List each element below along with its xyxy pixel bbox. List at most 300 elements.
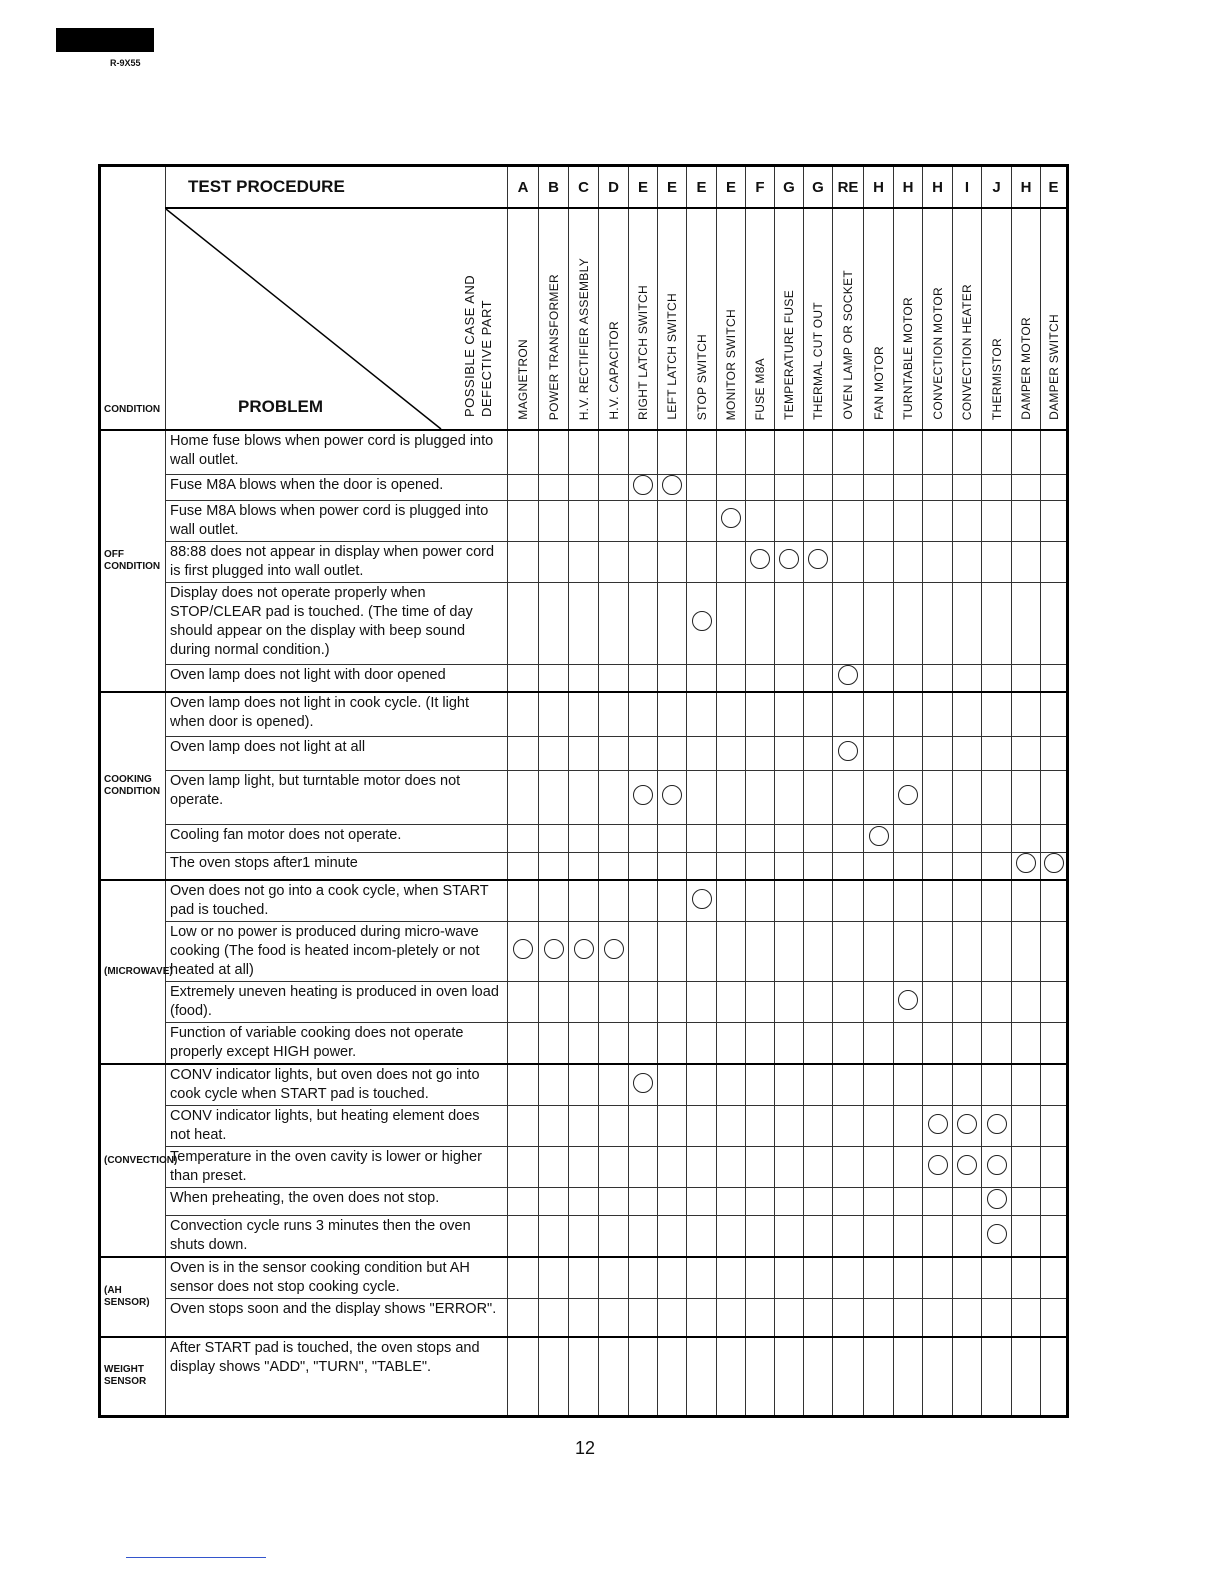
check-cell — [629, 1337, 658, 1417]
check-cell — [599, 664, 629, 692]
part-name-text: DAMPER SWITCH — [1046, 314, 1061, 420]
check-cell — [1012, 500, 1041, 541]
check-cell — [687, 982, 717, 1023]
check-cell — [629, 1147, 658, 1188]
check-cell — [953, 824, 982, 852]
check-cell — [508, 664, 539, 692]
check-cell — [804, 1299, 833, 1337]
circle-mark-icon — [987, 1114, 1007, 1134]
check-cell — [775, 1064, 804, 1106]
check-cell — [1041, 582, 1068, 664]
check-cell — [953, 474, 982, 500]
check-cell — [982, 1216, 1012, 1258]
column-letter: E — [687, 166, 717, 209]
check-cell — [833, 1147, 864, 1188]
check-cell — [775, 692, 804, 736]
check-cell — [833, 922, 864, 982]
check-cell — [1012, 1299, 1041, 1337]
check-cell — [864, 1257, 894, 1299]
check-cell — [629, 1257, 658, 1299]
check-cell — [539, 541, 569, 582]
check-cell — [569, 1257, 599, 1299]
check-cell — [658, 1023, 687, 1065]
check-cell — [569, 1299, 599, 1337]
check-cell — [1041, 1216, 1068, 1258]
check-cell — [746, 1023, 775, 1065]
circle-mark-icon — [574, 939, 594, 959]
check-cell — [1041, 1337, 1068, 1417]
column-letter: F — [746, 166, 775, 209]
check-cell — [804, 664, 833, 692]
check-cell — [599, 1216, 629, 1258]
circle-mark-icon — [928, 1155, 948, 1175]
column-part-name — [717, 208, 746, 430]
check-cell — [1012, 1188, 1041, 1216]
check-cell — [569, 541, 599, 582]
problem-row — [100, 1023, 1068, 1065]
part-name-text: THERMAL CUT OUT — [811, 302, 825, 420]
check-cell — [864, 770, 894, 824]
circle-mark-icon — [987, 1189, 1007, 1209]
column-part-name — [599, 208, 629, 430]
check-cell — [923, 1257, 953, 1299]
check-cell — [1012, 736, 1041, 770]
check-cell — [804, 770, 833, 824]
check-cell — [539, 1106, 569, 1147]
check-cell — [658, 852, 687, 880]
check-cell — [804, 852, 833, 880]
check-cell — [864, 824, 894, 852]
check-cell — [1012, 692, 1041, 736]
check-cell — [508, 1188, 539, 1216]
check-cell — [658, 1257, 687, 1299]
circle-mark-icon — [750, 549, 770, 569]
check-cell — [508, 692, 539, 736]
check-cell — [539, 1337, 569, 1417]
problem-row — [100, 770, 1068, 824]
part-name-text: STOP SWITCH — [694, 333, 709, 420]
part-name-text: H.V. RECTIFIER ASSEMBLY — [576, 257, 591, 420]
check-cell — [599, 1337, 629, 1417]
condition-group-label: (CONVECTION) — [100, 1064, 166, 1257]
check-cell — [599, 430, 629, 474]
check-cell — [953, 1023, 982, 1065]
check-cell — [775, 430, 804, 474]
check-cell — [923, 922, 953, 982]
check-cell — [953, 664, 982, 692]
check-cell — [687, 582, 717, 664]
check-cell — [717, 770, 746, 824]
check-cell — [804, 1188, 833, 1216]
problem-row — [100, 736, 1068, 770]
check-cell — [864, 664, 894, 692]
check-cell — [775, 1299, 804, 1337]
check-cell — [804, 736, 833, 770]
check-cell — [658, 1106, 687, 1147]
check-cell — [658, 736, 687, 770]
check-cell — [687, 430, 717, 474]
check-cell — [599, 1188, 629, 1216]
check-cell — [569, 852, 599, 880]
check-cell — [833, 770, 864, 824]
check-cell — [923, 880, 953, 922]
test-procedure-table — [98, 164, 1069, 1418]
check-cell — [569, 824, 599, 852]
problem-row — [100, 1188, 1068, 1216]
check-cell — [658, 664, 687, 692]
problem-row — [100, 824, 1068, 852]
check-cell — [599, 474, 629, 500]
check-cell — [508, 770, 539, 824]
check-cell — [864, 692, 894, 736]
problem-text: Oven lamp does not light with door opened — [166, 664, 508, 692]
check-cell — [717, 922, 746, 982]
check-cell — [1012, 1106, 1041, 1147]
check-cell — [658, 474, 687, 500]
check-cell — [687, 1023, 717, 1065]
check-cell — [982, 500, 1012, 541]
check-cell — [1041, 1257, 1068, 1299]
circle-mark-icon — [987, 1155, 1007, 1175]
check-cell — [717, 582, 746, 664]
check-cell — [569, 736, 599, 770]
column-part-name — [569, 208, 599, 430]
check-cell — [894, 736, 923, 770]
check-cell — [804, 500, 833, 541]
check-cell — [775, 1106, 804, 1147]
column-part-name — [953, 208, 982, 430]
check-cell — [629, 664, 658, 692]
problem-text: Low or no power is produced during micro-wave cooking (The food is heated incom-pletely or not heated at all) — [166, 922, 508, 982]
check-cell — [833, 982, 864, 1023]
check-cell — [982, 1064, 1012, 1106]
check-cell — [687, 880, 717, 922]
check-cell — [746, 1106, 775, 1147]
check-cell — [569, 430, 599, 474]
check-cell — [539, 824, 569, 852]
check-cell — [923, 582, 953, 664]
check-cell — [923, 852, 953, 880]
check-cell — [982, 824, 1012, 852]
check-cell — [953, 500, 982, 541]
check-cell — [687, 1257, 717, 1299]
check-cell — [746, 1257, 775, 1299]
check-cell — [569, 1064, 599, 1106]
problem-text: Home fuse blows when power cord is plugged into wall outlet. — [166, 430, 508, 474]
check-cell — [923, 1064, 953, 1106]
check-cell — [746, 1299, 775, 1337]
check-cell — [864, 1064, 894, 1106]
check-cell — [1041, 770, 1068, 824]
problem-text: Display does not operate properly when STOP/CLEAR pad is touched. (The time of day should appear on the display with beep sound during normal condition.) — [166, 582, 508, 664]
check-cell — [599, 1147, 629, 1188]
column-letter: D — [599, 166, 629, 209]
check-cell — [687, 736, 717, 770]
check-cell — [569, 982, 599, 1023]
check-cell — [687, 824, 717, 852]
circle-mark-icon — [957, 1155, 977, 1175]
check-cell — [953, 880, 982, 922]
column-part-name — [658, 208, 687, 430]
check-cell — [508, 474, 539, 500]
check-cell — [629, 922, 658, 982]
column-letter: J — [982, 166, 1012, 209]
check-cell — [923, 664, 953, 692]
condition-group-label: WEIGHT SENSOR — [100, 1337, 166, 1417]
check-cell — [508, 500, 539, 541]
check-cell — [539, 692, 569, 736]
check-cell — [953, 922, 982, 982]
check-cell — [894, 692, 923, 736]
check-cell — [717, 1299, 746, 1337]
check-cell — [982, 1106, 1012, 1147]
check-cell — [599, 880, 629, 922]
problem-text: Cooling fan motor does not operate. — [166, 824, 508, 852]
problem-label: PROBLEM — [238, 397, 323, 416]
condition-group-label: OFF CONDITION — [100, 430, 166, 692]
check-cell — [569, 1188, 599, 1216]
check-cell — [1012, 1147, 1041, 1188]
check-cell — [833, 500, 864, 541]
check-cell — [569, 582, 599, 664]
problem-text: 88:88 does not appear in display when power cord is first plugged into wall outlet. — [166, 541, 508, 582]
check-cell — [864, 541, 894, 582]
check-cell — [569, 1106, 599, 1147]
check-cell — [775, 982, 804, 1023]
check-cell — [923, 1337, 953, 1417]
check-cell — [894, 500, 923, 541]
check-cell — [804, 1257, 833, 1299]
check-cell — [1012, 880, 1041, 922]
check-cell — [658, 541, 687, 582]
column-part-name — [982, 208, 1012, 430]
check-cell — [1041, 1023, 1068, 1065]
problem-row — [100, 1106, 1068, 1147]
problem-text: Fuse M8A blows when power cord is plugged into wall outlet. — [166, 500, 508, 541]
check-cell — [658, 824, 687, 852]
check-cell — [687, 852, 717, 880]
check-cell — [894, 430, 923, 474]
check-cell — [982, 736, 1012, 770]
check-cell — [599, 500, 629, 541]
check-cell — [1012, 1257, 1041, 1299]
check-cell — [775, 541, 804, 582]
check-cell — [717, 982, 746, 1023]
check-cell — [953, 430, 982, 474]
check-cell — [539, 770, 569, 824]
part-name-text: MAGNETRON — [516, 339, 530, 420]
problem-row — [100, 692, 1068, 736]
possible-case-label: POSSIBLE CASE AND DEFECTIVE PART — [462, 274, 494, 417]
check-cell — [775, 1337, 804, 1417]
problem-text: Convection cycle runs 3 minutes then the oven shuts down. — [166, 1216, 508, 1258]
check-cell — [894, 1299, 923, 1337]
check-cell — [894, 582, 923, 664]
check-cell — [746, 692, 775, 736]
check-cell — [629, 982, 658, 1023]
check-cell — [982, 692, 1012, 736]
check-cell — [539, 1064, 569, 1106]
check-cell — [953, 692, 982, 736]
check-cell — [953, 1147, 982, 1188]
check-cell — [804, 1106, 833, 1147]
check-cell — [833, 1216, 864, 1258]
check-cell — [804, 880, 833, 922]
check-cell — [1041, 1147, 1068, 1188]
check-cell — [629, 474, 658, 500]
check-cell — [658, 1337, 687, 1417]
check-cell — [508, 880, 539, 922]
check-cell — [894, 1216, 923, 1258]
check-cell — [1012, 1023, 1041, 1065]
check-cell — [894, 1106, 923, 1147]
check-cell — [746, 1188, 775, 1216]
check-cell — [687, 664, 717, 692]
check-cell — [1041, 664, 1068, 692]
check-cell — [539, 500, 569, 541]
check-cell — [658, 922, 687, 982]
check-cell — [569, 1337, 599, 1417]
check-cell — [599, 692, 629, 736]
circle-mark-icon — [779, 549, 799, 569]
check-cell — [717, 1188, 746, 1216]
check-cell — [804, 1023, 833, 1065]
part-name-text: DAMPER MOTOR — [1019, 317, 1033, 420]
part-name-text: MONITOR SWITCH — [724, 308, 738, 420]
check-cell — [804, 982, 833, 1023]
part-name-text: H.V. CAPACITOR — [606, 321, 621, 420]
check-cell — [746, 474, 775, 500]
column-part-name — [508, 208, 539, 430]
check-cell — [833, 824, 864, 852]
check-cell — [833, 1106, 864, 1147]
check-cell — [1041, 982, 1068, 1023]
check-cell — [508, 1106, 539, 1147]
check-cell — [923, 824, 953, 852]
problem-row — [100, 1216, 1068, 1258]
check-cell — [717, 500, 746, 541]
check-cell — [923, 982, 953, 1023]
problem-row — [100, 582, 1068, 664]
check-cell — [894, 1257, 923, 1299]
check-cell — [746, 1337, 775, 1417]
check-cell — [1012, 430, 1041, 474]
check-cell — [687, 1064, 717, 1106]
check-cell — [982, 852, 1012, 880]
problem-row — [100, 664, 1068, 692]
check-cell — [508, 541, 539, 582]
check-cell — [804, 922, 833, 982]
check-cell — [569, 500, 599, 541]
check-cell — [629, 692, 658, 736]
circle-mark-icon — [928, 1114, 948, 1134]
check-cell — [687, 922, 717, 982]
check-cell — [923, 541, 953, 582]
check-cell — [746, 770, 775, 824]
check-cell — [687, 474, 717, 500]
check-cell — [658, 770, 687, 824]
column-letter: H — [864, 166, 894, 209]
check-cell — [833, 664, 864, 692]
check-cell — [775, 1216, 804, 1258]
check-cell — [717, 474, 746, 500]
check-cell — [599, 1299, 629, 1337]
check-cell — [508, 824, 539, 852]
circle-mark-icon — [957, 1114, 977, 1134]
check-cell — [569, 474, 599, 500]
check-cell — [953, 770, 982, 824]
check-cell — [923, 500, 953, 541]
column-part-name — [833, 208, 864, 430]
circle-mark-icon — [838, 741, 858, 761]
check-cell — [775, 474, 804, 500]
problem-text: Oven does not go into a cook cycle, when START pad is touched. — [166, 880, 508, 922]
check-cell — [746, 664, 775, 692]
check-cell — [717, 1257, 746, 1299]
check-cell — [894, 982, 923, 1023]
check-cell — [746, 541, 775, 582]
check-cell — [629, 824, 658, 852]
check-cell — [569, 770, 599, 824]
check-cell — [717, 880, 746, 922]
check-cell — [629, 430, 658, 474]
condition-group-label: (AH SENSOR) — [100, 1257, 166, 1337]
check-cell — [1041, 430, 1068, 474]
column-letter: G — [804, 166, 833, 209]
problem-row — [100, 474, 1068, 500]
check-cell — [658, 500, 687, 541]
circle-mark-icon — [544, 939, 564, 959]
check-cell — [746, 1216, 775, 1258]
check-cell — [539, 922, 569, 982]
check-cell — [894, 1188, 923, 1216]
header-black-bar — [56, 28, 154, 52]
check-cell — [982, 1299, 1012, 1337]
circle-mark-icon — [513, 939, 533, 959]
circle-mark-icon — [987, 1224, 1007, 1244]
part-name-text: RIGHT LATCH SWITCH — [636, 285, 650, 420]
check-cell — [1041, 541, 1068, 582]
check-cell — [953, 1064, 982, 1106]
check-cell — [1012, 582, 1041, 664]
problem-row — [100, 1337, 1068, 1417]
check-cell — [539, 1299, 569, 1337]
part-name-text: OVEN LAMP OR SOCKET — [841, 270, 855, 420]
check-cell — [569, 664, 599, 692]
part-name-text: CONVECTION MOTOR — [930, 287, 945, 420]
check-cell — [658, 582, 687, 664]
column-letter: E — [717, 166, 746, 209]
check-cell — [775, 664, 804, 692]
check-cell — [746, 582, 775, 664]
problem-row — [100, 1257, 1068, 1299]
check-cell — [804, 582, 833, 664]
part-name-text: LEFT LATCH SWITCH — [665, 293, 679, 420]
check-cell — [953, 582, 982, 664]
check-cell — [833, 1299, 864, 1337]
check-cell — [508, 852, 539, 880]
check-cell — [599, 582, 629, 664]
check-cell — [982, 582, 1012, 664]
part-name-text: TEMPERATURE FUSE — [782, 290, 796, 420]
check-cell — [894, 664, 923, 692]
part-name-text: THERMISTOR — [989, 337, 1004, 420]
check-cell — [717, 664, 746, 692]
check-cell — [775, 1257, 804, 1299]
column-part-name — [775, 208, 804, 430]
column-letter: A — [508, 166, 539, 209]
circle-mark-icon — [633, 475, 653, 495]
